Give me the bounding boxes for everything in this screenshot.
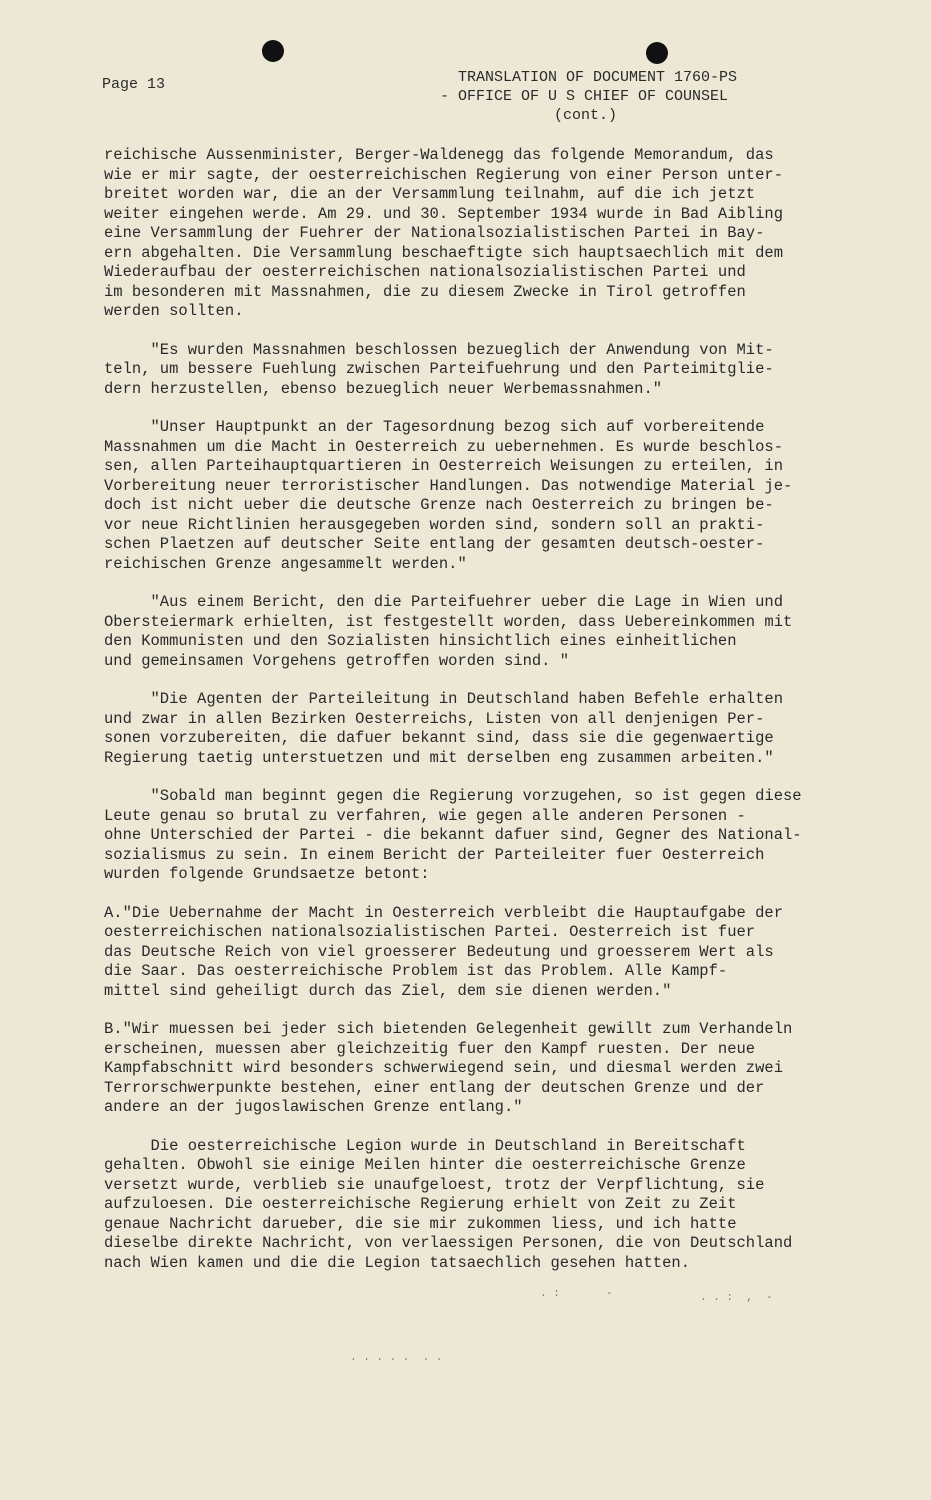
text-line: Massnahmen um die Macht in Oesterreich zu uebernehmen. Es wurde beschlos- [104, 437, 784, 456]
text-line: A."Die Uebernahme der Macht in Oesterreich verbleibt die Hauptaufgabe der [104, 903, 784, 922]
paragraph [104, 1137, 834, 1274]
text-line: reichischen Grenze angesammelt werden." [104, 554, 467, 573]
scan-specks: . . : , - [700, 1292, 773, 1304]
text-line: erscheinen, muessen aber gleichzeitig fuer den Kampf ruesten. Der neue [104, 1039, 756, 1058]
text-line: Kampfabschnitt wird besonders schwerwiegend sein, und diesmal werden zwei [104, 1059, 784, 1077]
scan-specks: . . . . . . . [350, 1352, 443, 1364]
header-continued: (cont.) [554, 107, 618, 124]
text-line: dern herzustellen, ebenso bezueglich neuer Werbemassnahmen." [104, 379, 663, 398]
text-line: Vorbereitung neuer terroristischer Handlungen. Das notwendige Material je- [104, 476, 793, 495]
text-line: andere an der jugoslawischen Grenze entlang." [104, 1098, 523, 1116]
paragraph [104, 593, 834, 671]
text-line: eine Versammlung der Fuehrer der Nationalsozialistischen Partei in Bay- [104, 224, 765, 242]
text-line: sonen vorzubereiten, die dafuer bekannt sind, dass sie die gegenwaertige [104, 729, 774, 747]
header-title: TRANSLATION OF DOCUMENT 1760-PS [458, 69, 738, 86]
text-line: oesterreichischen nationalsozialistischen Partei. Oesterreich ist fuer [104, 923, 756, 941]
paragraph [104, 418, 834, 574]
text-line: nach Wien kamen und die die Legion tatsaechlich gesehen hatten. [104, 1253, 690, 1272]
text-line: schen Plaetzen auf deutscher Seite entlang der gesamten deutsch-oester- [104, 535, 765, 553]
text-line: die Saar. Das oesterreichische Problem ist das Problem. Alle Kampf- [104, 962, 728, 980]
text-line: doch ist nicht ueber die deutsche Grenze nach Oesterreich zu bringen be- [104, 496, 774, 514]
text-line: und gemeinsamen Vorgehens getroffen worden sind. " [104, 651, 570, 670]
paragraph [104, 341, 834, 400]
text-line: "Aus einem Bericht, den die Parteifuehrer ueber die Lage in Wien und [104, 593, 784, 611]
text-line: "Es wurden Massnahmen beschlossen bezueglich der Anwendung von Mit- [104, 340, 774, 359]
text-line: Die oesterreichische Legion wurde in Deutschland in Bereitschaft [104, 1136, 746, 1155]
paragraph [104, 787, 834, 885]
text-line: Terrorschwerpunkte bestehen, einer entlang der deutschen Grenze und der [104, 1078, 765, 1097]
paragraph [104, 690, 834, 768]
text-line: im besonderen mit Massnahmen, die zu diesem Zwecke in Tirol getroffen [104, 282, 746, 301]
text-line: wurden folgende Grundsaetze betont: [104, 865, 430, 883]
paragraph [104, 1020, 834, 1118]
paragraph [104, 146, 834, 322]
punch-hole-right [646, 42, 668, 64]
text-line: Obersteiermark erhielten, ist festgestellt worden, dass Uebereinkommen mit [104, 612, 793, 631]
header-office: OFFICE OF U S CHIEF OF COUNSEL [458, 88, 729, 105]
text-line: versetzt wurde, verblieb sie unaufgeloest, trotz der Verpflichtung, sie [104, 1175, 765, 1194]
paragraph [104, 904, 834, 1002]
text-line: wie er mir sagte, der oesterreichischen Regierung von einer Person unter- [104, 165, 784, 184]
text-line: gehalten. Obwohl sie einige Meilen hinter die oesterreichische Grenze [104, 1156, 746, 1174]
text-line: genaue Nachricht darueber, die sie mir zukommen liess, und ich hatte [104, 1214, 737, 1233]
text-line: reichische Aussenminister, Berger-Waldenegg das folgende Memorandum, das [104, 146, 774, 164]
text-line: ern abgehalten. Die Versammlung beschaeftigte sich hauptsaechlich mit dem [104, 243, 784, 262]
text-line: Wiederaufbau der oesterreichischen nationalsozialistischen Partei und [104, 263, 746, 281]
text-line: dieselbe direkte Nachricht, von verlaessigen Personen, die von Deutschland [104, 1234, 793, 1252]
text-line: Leute genau so brutal zu verfahren, wie gegen alle anderen Personen - [104, 806, 746, 825]
text-line: sen, allen Parteihauptquartieren in Oesterreich Weisungen zu erteilen, in [104, 457, 784, 475]
text-line: werden sollten. [104, 302, 244, 320]
text-line: und zwar in allen Bezirken Oesterreichs, Listen von all denjenigen Per- [104, 709, 765, 728]
header-dash: - [440, 88, 450, 105]
text-line: vor neue Richtlinien herausgegeben worden sind, sondern soll an prakti- [104, 515, 765, 534]
text-line: mittel sind geheiligt durch das Ziel, dem sie dienen werden." [104, 981, 672, 1000]
text-line: teln, um bessere Fuehlung zwischen Parteifuehrung und den Parteimitglie- [104, 360, 774, 378]
text-line: "Die Agenten der Parteileitung in Deutschland haben Befehle erhalten [104, 690, 784, 708]
text-line: Regierung taetig unterstuetzen und mit derselben eng zusammen arbeiten." [104, 748, 774, 767]
document-body [104, 146, 834, 1292]
scan-specks: . : - [540, 1288, 613, 1300]
document-header [440, 68, 738, 125]
text-line: weiter eingehen werde. Am 29. und 30. September 1934 wurde in Bad Aibling [104, 204, 784, 223]
text-line: den Kommunisten und den Sozialisten hinsichtlich eines einheitlichen [104, 632, 737, 650]
punch-hole-left [262, 40, 284, 62]
text-line: ohne Unterschied der Partei - die bekannt dafuer sind, Gegner des National- [104, 826, 802, 844]
text-line: aufzuloesen. Die oesterreichische Regierung erhielt von Zeit zu Zeit [104, 1195, 737, 1213]
text-line: "Sobald man beginnt gegen die Regierung vorzugehen, so ist gegen diese [104, 787, 802, 805]
page-number: Page 13 [102, 76, 166, 93]
text-line: breitet worden war, die an der Versammlung teilnahm, auf die ich jetzt [104, 185, 756, 203]
text-line: sozialismus zu sein. In einem Bericht der Parteileiter fuer Oesterreich [104, 845, 765, 864]
text-line: "Unser Hauptpunkt an der Tagesordnung bezog sich auf vorbereitende [104, 418, 765, 436]
text-line: das Deutsche Reich von viel groesserer Bedeutung und groesserem Wert als [104, 942, 774, 961]
text-line: B."Wir muessen bei jeder sich bietenden Gelegenheit gewillt zum Verhandeln [104, 1020, 793, 1038]
